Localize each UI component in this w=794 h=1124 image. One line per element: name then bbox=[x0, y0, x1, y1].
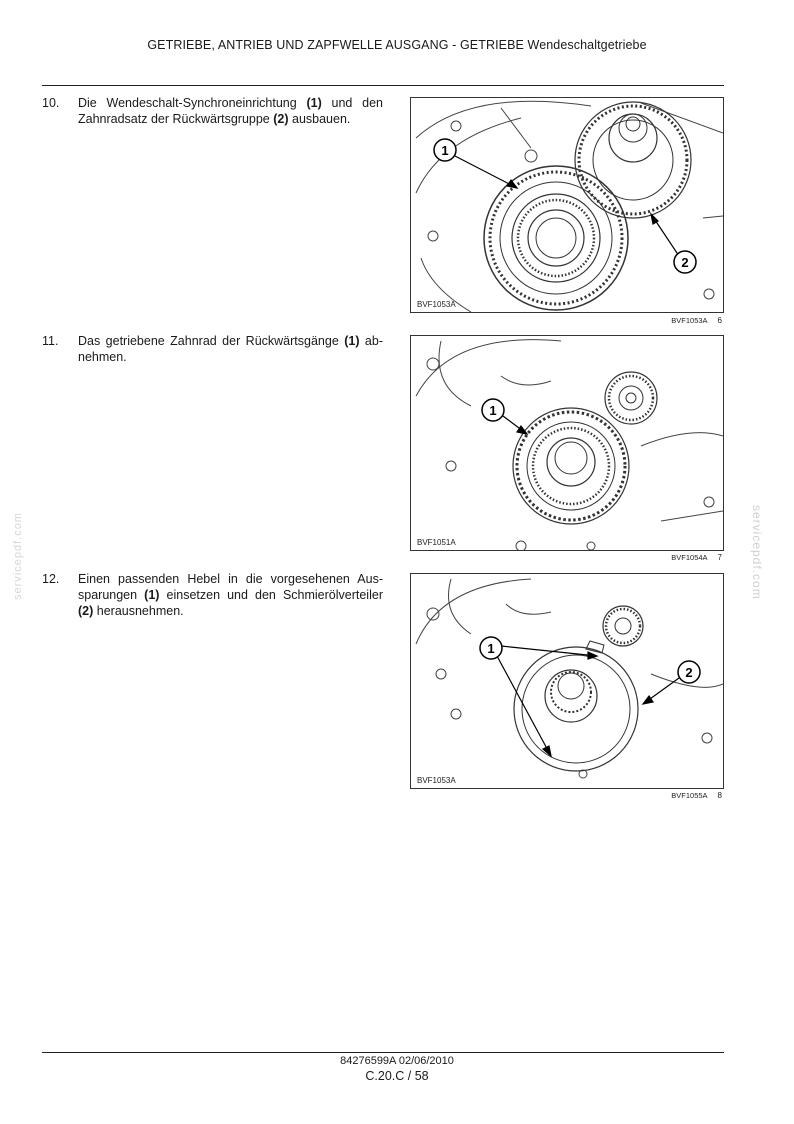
callout-1-label: 1 bbox=[441, 143, 449, 158]
gear-illustration bbox=[411, 574, 723, 788]
header-rule bbox=[42, 85, 724, 86]
figure-code: BVF1053A bbox=[417, 776, 456, 785]
footer-page-number: C.20.C / 58 bbox=[365, 1069, 429, 1083]
step-number: 12. bbox=[42, 572, 60, 586]
caption-7 bbox=[410, 553, 722, 562]
callout-2-label: 2 bbox=[681, 255, 689, 270]
page-header: GETRIEBE, ANTRIEB UND ZAPFWELLE AUSGANG - GETRIEBE Wendeschaltgetriebe bbox=[147, 38, 647, 52]
figure-7 bbox=[410, 335, 724, 551]
step-text: Das getriebene Zahnrad der Rückwärtsgänge (1) ab-nehmen. bbox=[78, 334, 383, 364]
figure-8 bbox=[410, 573, 724, 789]
step-text: Die Wendeschalt-Synchroneinrichtung (1) und den Zahnradsatz der Rückwärtsgruppe (2) ausbauen. bbox=[78, 96, 383, 126]
figure-6 bbox=[410, 97, 724, 313]
footer-doc-ref: 84276599A 02/06/2010 bbox=[340, 1055, 454, 1067]
caption-code: BVF1054A bbox=[671, 553, 708, 562]
step-number: 11. bbox=[42, 334, 59, 348]
gear-illustration bbox=[411, 336, 723, 550]
figure-number: 6 bbox=[717, 316, 722, 325]
caption-6 bbox=[410, 316, 722, 325]
caption-code: BVF1055A bbox=[671, 791, 708, 800]
figure-code: BVF1053A bbox=[417, 300, 456, 309]
callout-1-label: 1 bbox=[489, 403, 497, 418]
step-number: 10. bbox=[42, 96, 60, 110]
watermark-left: servicepdf.com bbox=[12, 512, 24, 600]
footer-rule bbox=[42, 1052, 724, 1053]
callout-2-label: 2 bbox=[685, 665, 693, 680]
caption-code: BVF1053A bbox=[671, 316, 708, 325]
gear-illustration bbox=[411, 98, 723, 312]
figure-number: 7 bbox=[717, 553, 722, 562]
watermark-right: servicepdf.com bbox=[750, 505, 764, 600]
figure-number: 8 bbox=[717, 791, 722, 800]
step-text: Einen passenden Hebel in die vorgesehenen Aus-sparungen (1) einsetzen und den Schmierölverteiler (2) herausnehmen. bbox=[78, 572, 383, 618]
caption-8 bbox=[410, 791, 722, 800]
callout-1-label: 1 bbox=[487, 641, 495, 656]
figure-code: BVF1051A bbox=[417, 538, 456, 547]
